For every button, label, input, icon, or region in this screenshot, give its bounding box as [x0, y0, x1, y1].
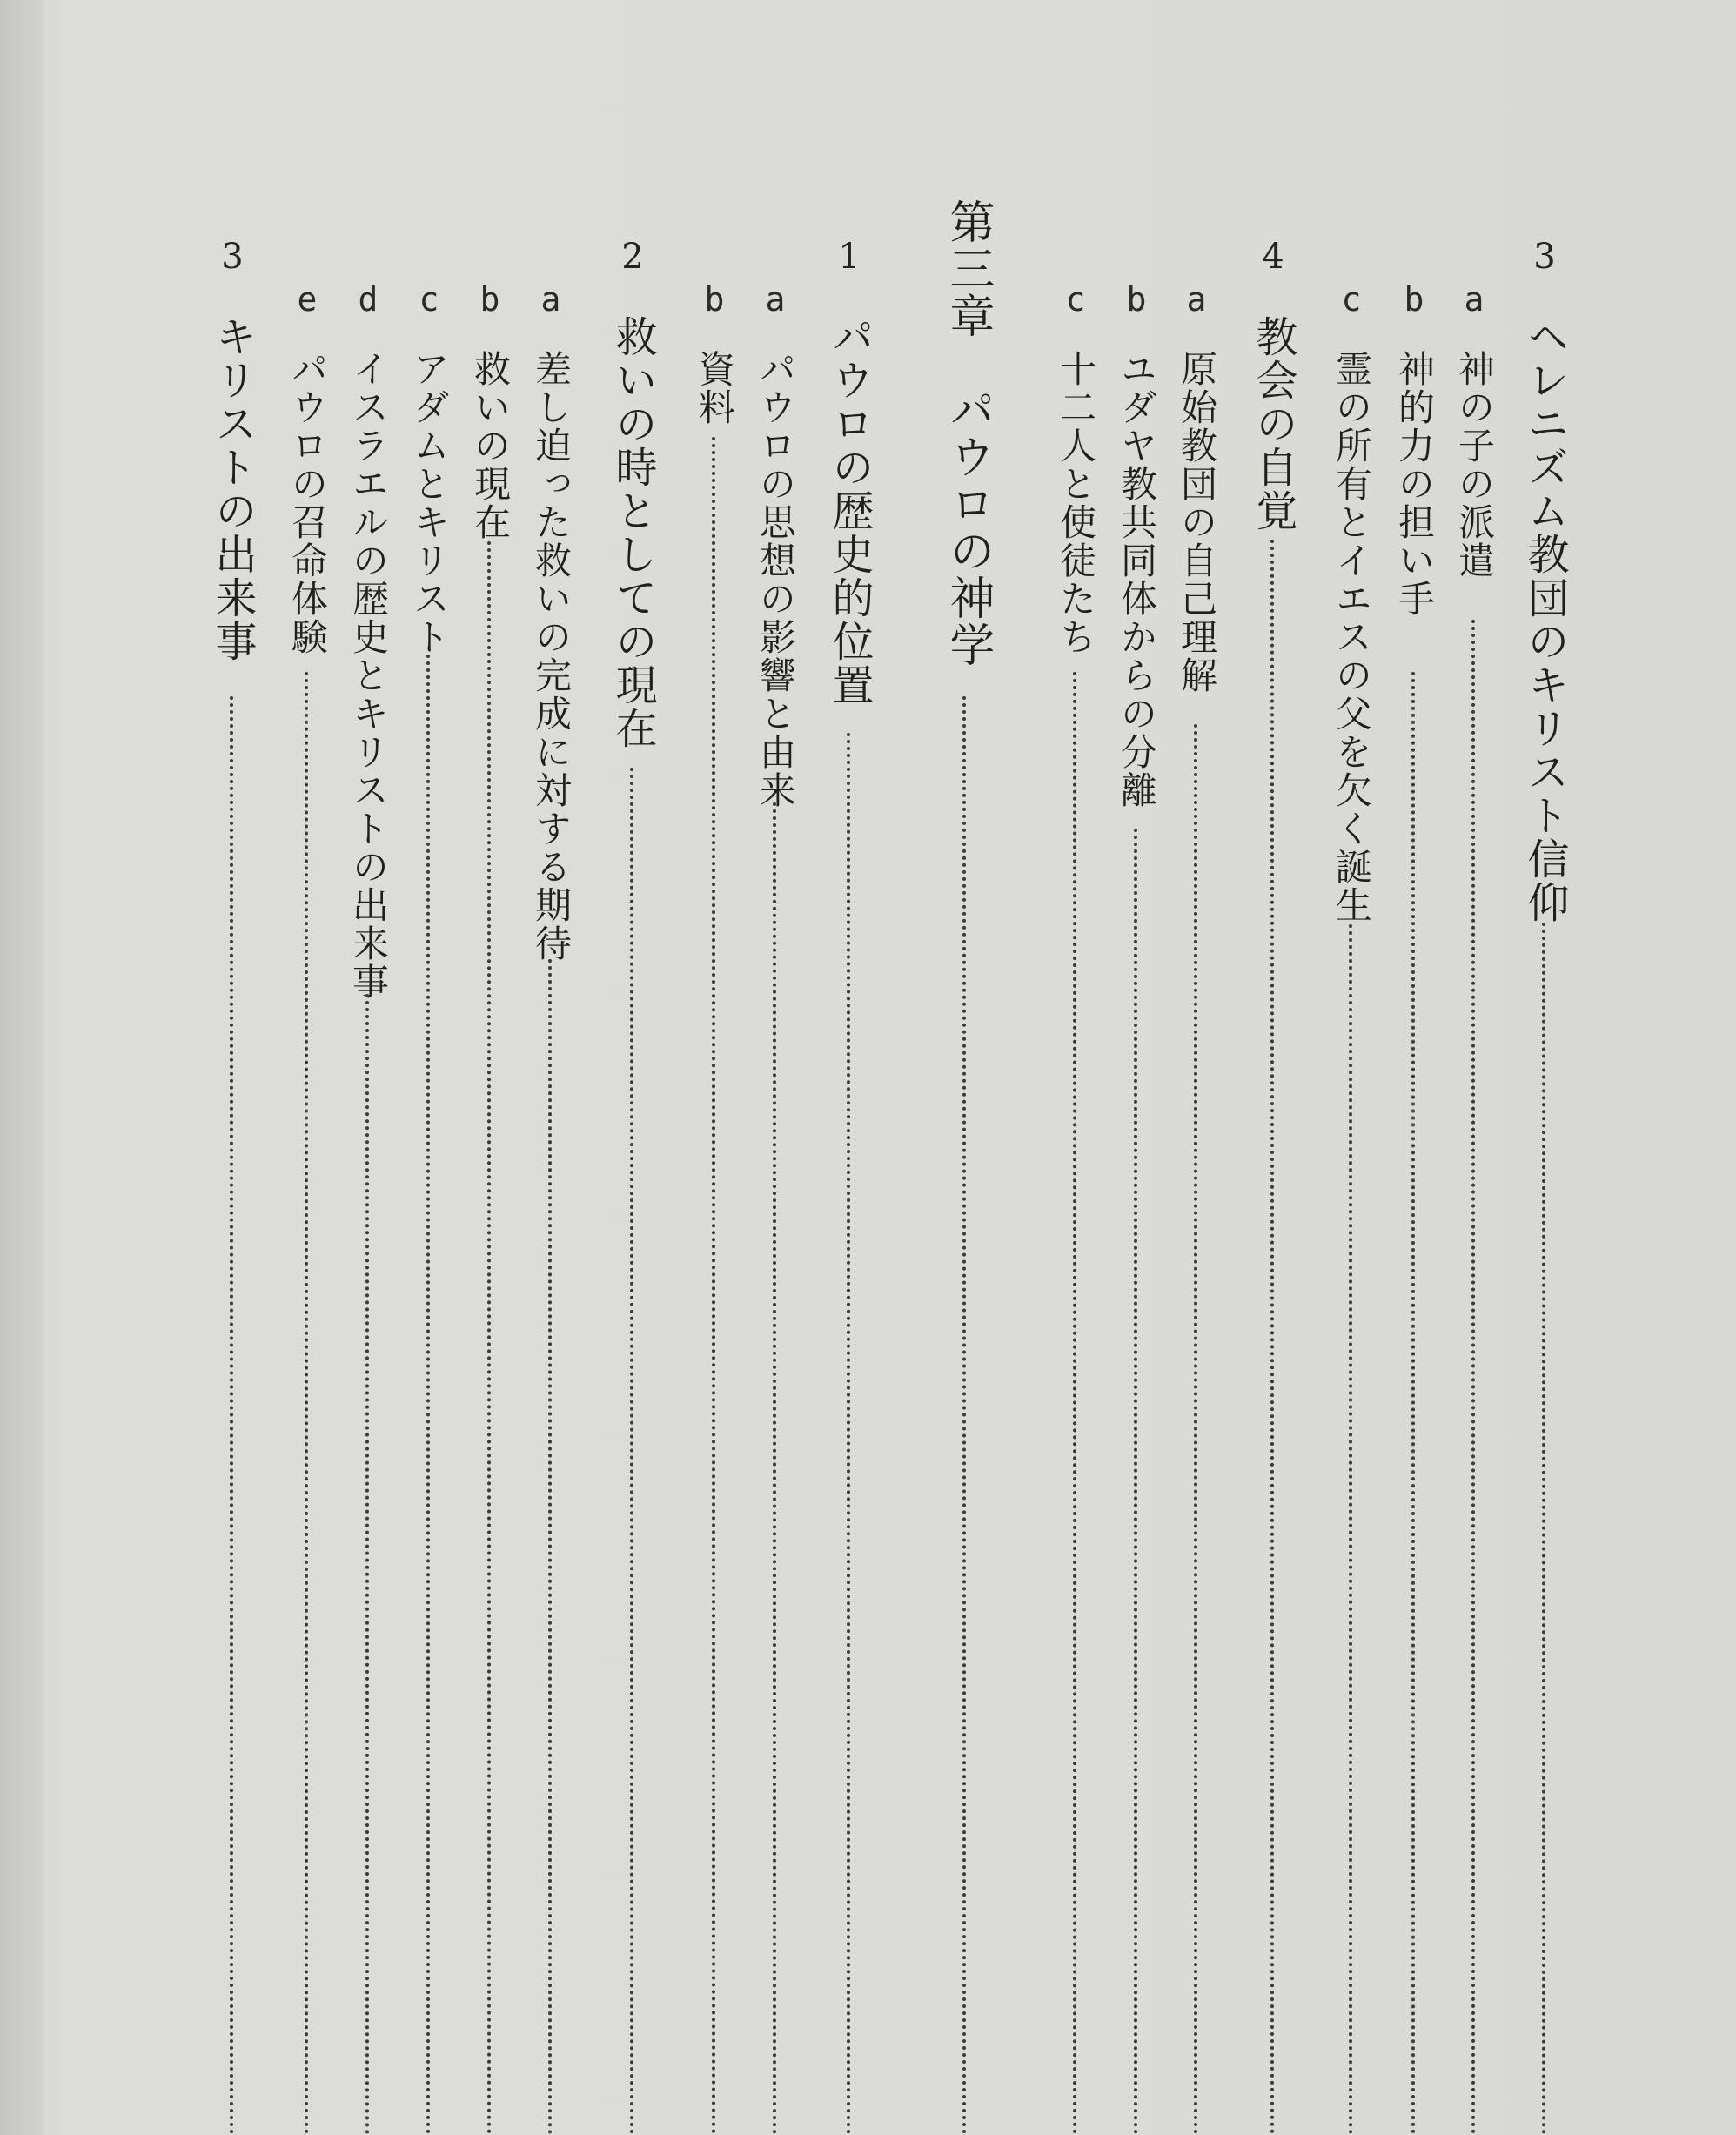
- toc-entry-section: [1518, 0, 1571, 2135]
- dot-leader: [1349, 924, 1352, 2135]
- section-title: ヘレニズム教団のキリスト信仰: [1520, 315, 1569, 924]
- toc-entry-subsection: [1388, 0, 1440, 2135]
- toc-entry-subsection: [525, 0, 577, 2135]
- toc-entry-subsection: [281, 0, 333, 2135]
- toc-entry-section: [607, 0, 659, 2135]
- section-title: 教会の自覚: [1249, 315, 1297, 533]
- subsection-letter: a: [540, 280, 561, 319]
- toc-entry-subsection: [1325, 0, 1377, 2135]
- section-number: 1: [838, 237, 861, 277]
- subsection-title: 霊の所有とイエスの父を欠く誕生: [1330, 350, 1373, 924]
- dot-leader: [773, 802, 776, 2135]
- dot-leader: [1194, 724, 1197, 2135]
- section-title: パウロの歴史的位置: [825, 315, 874, 707]
- dot-leader: [230, 696, 233, 2135]
- section-title: 救いの時としての現在: [608, 315, 657, 750]
- toc-entry-subsection: [1448, 0, 1500, 2135]
- page-binding-shadow: [0, 0, 42, 2135]
- subsection-letter: c: [1065, 280, 1086, 319]
- dot-leader: [365, 994, 369, 2135]
- subsection-letter: a: [765, 280, 786, 319]
- section-number: 3: [221, 237, 244, 277]
- toc-entry-subsection: [688, 0, 741, 2135]
- subsection-letter: e: [297, 280, 318, 319]
- section-number: 4: [1262, 237, 1284, 277]
- toc-entry-section: [206, 0, 258, 2135]
- subsection-title: 神的力の担い手: [1393, 350, 1436, 618]
- subsection-title: 差し迫った救いの完成に対する期待: [530, 350, 573, 963]
- dot-leader: [1471, 620, 1475, 2135]
- subsection-letter: a: [1186, 280, 1207, 319]
- dot-leader: [1411, 672, 1415, 2135]
- dot-leader: [1542, 923, 1545, 2135]
- dot-leader: [487, 541, 491, 2135]
- subsection-title: アダムとキリスト: [408, 350, 451, 656]
- subsection-title: ユダヤ教共同体からの分離: [1116, 350, 1158, 809]
- toc-entry-subsection: [1110, 0, 1163, 2135]
- subsection-letter: a: [1464, 280, 1485, 319]
- subsection-title: イスラエルの歴史とキリストの出来事: [347, 350, 390, 1001]
- toc-entry-section: [823, 0, 875, 2135]
- chapter-title: 第三章 パウロの神学: [942, 198, 994, 668]
- subsection-letter: d: [358, 280, 379, 319]
- subsection-title: 資料: [694, 350, 736, 426]
- subsection-title: パウロの思想の影響と由来: [754, 350, 797, 809]
- subsection-letter: b: [479, 280, 500, 319]
- subsection-letter: b: [1404, 280, 1424, 319]
- subsection-title: パウロの召命体験: [286, 350, 329, 656]
- dot-leader: [847, 733, 850, 2135]
- subsection-letter: b: [704, 280, 725, 319]
- dot-leader: [1270, 540, 1274, 2135]
- dot-leader: [630, 768, 633, 2135]
- toc-entry-subsection: [464, 0, 516, 2135]
- toc-entry-subsection: [1049, 0, 1102, 2135]
- dot-leader: [712, 437, 715, 2135]
- toc-entry-section: [1247, 0, 1299, 2135]
- subsection-letter: b: [1126, 280, 1147, 319]
- section-number: 3: [1533, 237, 1556, 277]
- dot-leader: [1073, 672, 1076, 2135]
- toc-entry-subsection: [342, 0, 394, 2135]
- dot-leader: [962, 696, 966, 2135]
- dot-leader: [548, 959, 552, 2135]
- toc-entry-subsection: [403, 0, 455, 2135]
- subsection-title: 神の子の派遣: [1453, 350, 1496, 580]
- subsection-title: 原始教団の自己理解: [1176, 350, 1218, 695]
- subsection-letter: c: [419, 280, 439, 319]
- subsection-letter: c: [1341, 280, 1362, 319]
- subsection-title: 救いの現在: [469, 350, 512, 541]
- dot-leader: [426, 655, 430, 2135]
- toc-entry-chapter: [936, 0, 994, 2135]
- dot-leader: [1134, 829, 1137, 2135]
- subsection-title: 十二人と使徒たち: [1055, 350, 1097, 656]
- dot-leader: [305, 672, 308, 2135]
- toc-entry-subsection: [1170, 0, 1223, 2135]
- section-number: 2: [621, 237, 644, 277]
- toc-entry-subsection: [749, 0, 801, 2135]
- section-title: キリストの出来事: [208, 315, 257, 663]
